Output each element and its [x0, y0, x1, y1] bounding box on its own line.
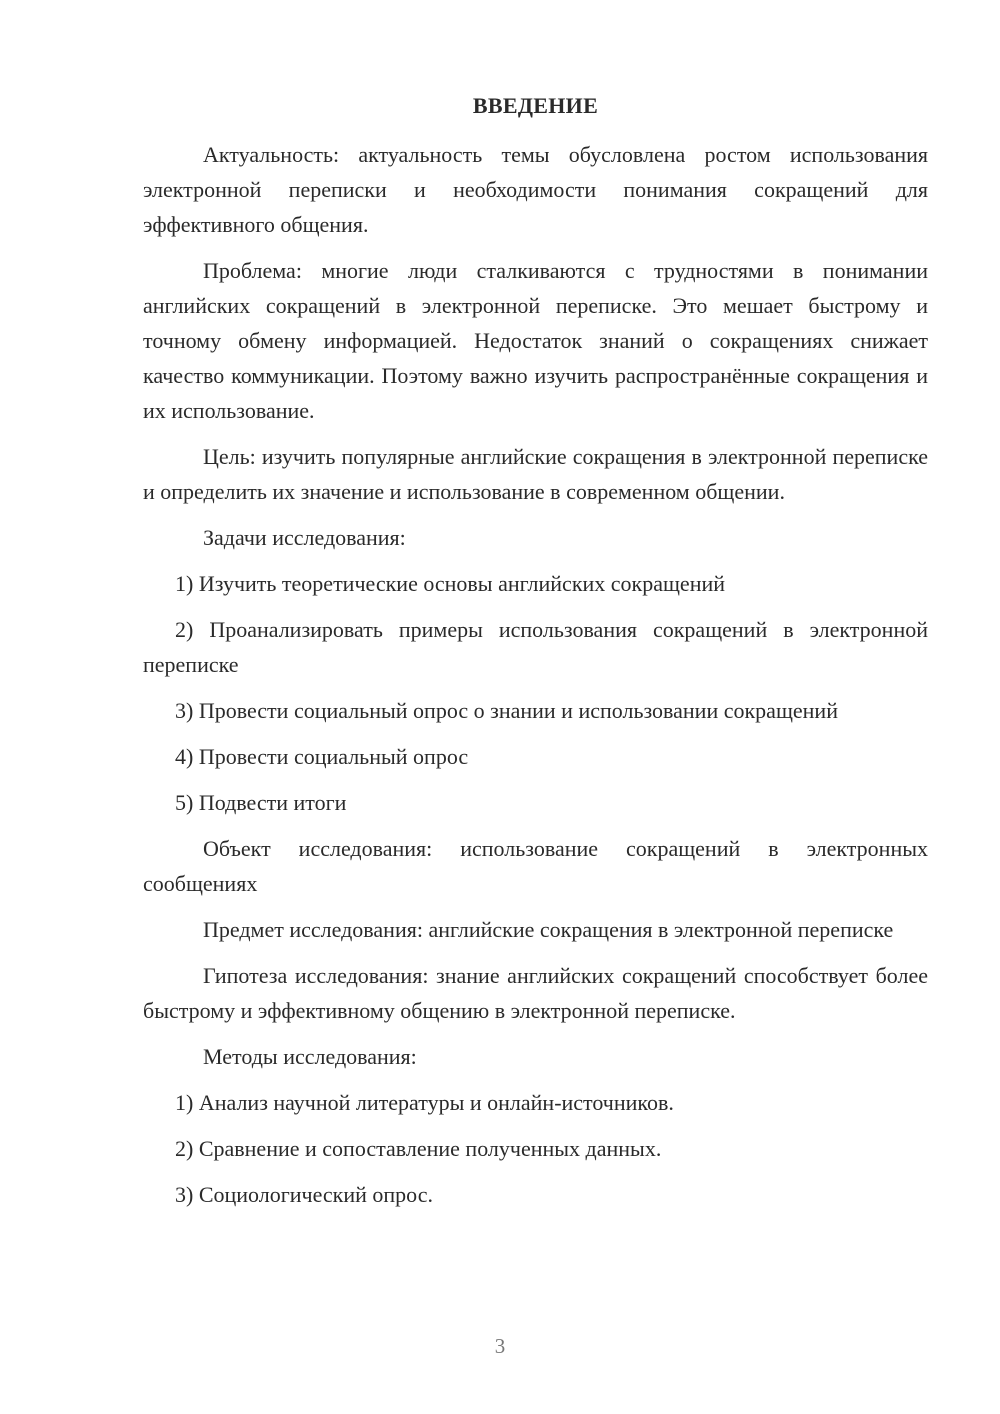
task-item: 4) Провести социальный опрос	[175, 744, 469, 769]
paragraph-hypothesis: Гипотеза исследования: знание английских сокращений способствует более быстрому и эффективному общению в электронной переписке.	[143, 963, 928, 1023]
page-number: 3	[494, 1334, 506, 1358]
paragraph-object: Объект исследования: использование сокращений в электронных сообщениях	[143, 836, 928, 896]
document-page	[143, 93, 928, 1223]
section-title: ВВЕДЕНИЕ	[472, 93, 599, 118]
paragraph-tasks-heading: Задачи исследования:	[203, 525, 406, 550]
task-item: 1) Изучить теоретические основы английских сокращений	[175, 571, 726, 596]
method-item: 1) Анализ научной литературы и онлайн-источников.	[175, 1090, 674, 1115]
paragraph-goal: Цель: изучить популярные английские сокращения в электронной переписке и определить их значение и использование в современном общении.	[143, 444, 928, 504]
paragraph-relevance: Актуальность: актуальность темы обусловлена ростом использования электронной переписки и необходимости понимания сокращений для эффективного общения.	[143, 142, 928, 237]
paragraph-methods-heading: Методы исследования:	[203, 1044, 417, 1069]
task-item: 2) Проанализировать примеры использования сокращений в электронной переписке	[143, 617, 928, 677]
task-item: 5) Подвести итоги	[175, 790, 347, 815]
method-item: 3) Социологический опрос.	[175, 1182, 433, 1207]
task-item: 3) Провести социальный опрос о знании и использовании сокращений	[175, 698, 838, 723]
paragraph-problem: Проблема: многие люди сталкиваются с трудностями в понимании английских сокращений в электронной переписке. Это мешает быстрому и точному обмену информацией. Недостаток знаний о сокращениях снижает качество коммуникации. Поэтому важно изучить распространённые сокращения и их использование.	[143, 258, 928, 423]
method-item: 2) Сравнение и сопоставление полученных данных.	[175, 1136, 662, 1161]
paragraph-subject: Предмет исследования: английские сокращения в электронной переписке	[203, 917, 894, 942]
